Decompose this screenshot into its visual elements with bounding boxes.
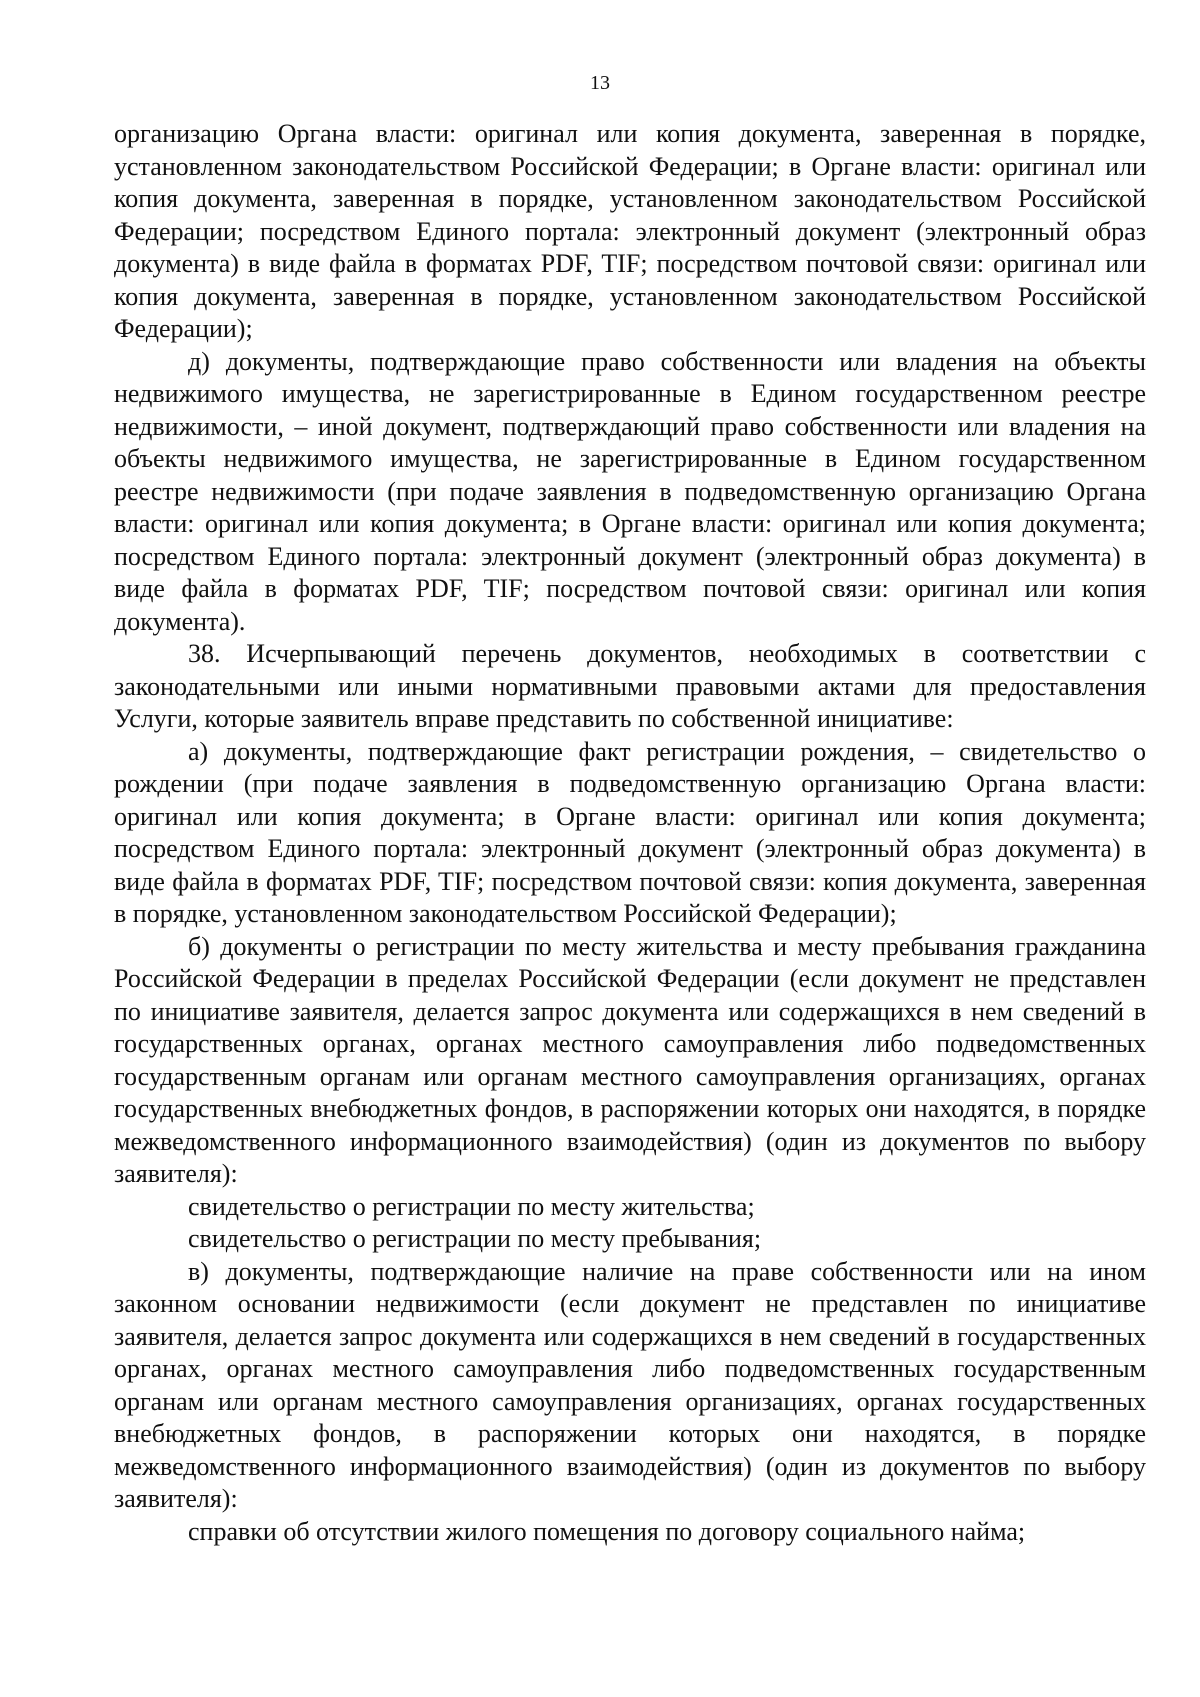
paragraph-item-v: в) документы, подтверждающие наличие на праве собственности или на ином законном основании недвижимости (если документ не представлен по инициативе заявителя, делается запрос документа или содержащихся в нем сведений в государственных органах, органах местного самоуправления либо подведомственных государственным органам или органам местного самоуправления организациях, органах государственных внебюджетных фондов, в распоряжении которых они находятся, в порядке межведомственного информационного взаимодействия) (один из документов по выбору заявителя): (114, 1256, 1146, 1513)
list-item-housing-certificate: справки об отсутствии жилого помещения по договору социального найма; (188, 1516, 1026, 1546)
paragraph-continuation: организацию Органа власти: оригинал или копия документа, заверенная в порядке, установленном законодательством Российской Федерации; в Органе власти: оригинал или копия документа, заверенная в порядке, установленном законодательством Российской Федерации; посредством Единого портала: электронный документ (электронный образ документа) в виде файла в форматах PDF, TIF; посредством почтовой связи: оригинал или копия документа, заверенная в порядке, установленном законодательством Российской Федерации); (114, 119, 1146, 343)
paragraph-38: 38. Исчерпывающий перечень документов, необходимых в соответствии с законодательными или иными нормативными правовыми актами для предоставления Услуги, которые заявитель вправе представить по собственной инициативе: (114, 639, 1146, 733)
paragraph-item-a: а) документы, подтверждающие факт регистрации рождения, – свидетельство о рождении (при подаче заявления в подведомственную организацию Органа власти: оригинал или копия документа; в Органе власти: оригинал или копия документа; посредством Единого портала: электронный документ (электронный образ документа) в виде файла в форматах PDF, TIF; посредством почтовой связи: копия документа, заверенная в порядке, установленном законодательством Российской Федерации); (114, 736, 1146, 928)
document-body (114, 118, 1146, 1548)
paragraph-item-d: д) документы, подтверждающие право собственности или владения на объекты недвижимого имущества, не зарегистрированные в Едином государственном реестре недвижимости, – иной документ, подтверждающий право собственности или владения на объекты недвижимого имущества, не зарегистрированные в Едином государственном реестре недвижимости (при подаче заявления в подведомственную организацию Органа власти: оригинал или копия документа; в Органе власти: оригинал или копия документа; посредством Единого портала: электронный документ (электронный образ документа) в виде файла в форматах PDF, TIF; посредством почтовой связи: оригинал или копия документа). (114, 346, 1146, 636)
page-number: 13 (590, 72, 610, 94)
list-item-residence-certificate: свидетельство о регистрации по месту жительства; (188, 1191, 755, 1221)
paragraph-item-b: б) документы о регистрации по месту жительства и месту пребывания гражданина Российской Федерации в пределах Российской Федерации (если документ не представлен по инициативе заявителя, делается запрос документа или содержащихся в нем сведений в государственных органах, органах местного самоуправления либо подведомственных государственным органам или органам местного самоуправления организациях, органах государственных внебюджетных фондов, в распоряжении которых они находятся, в порядке межведомственного информационного взаимодействия) (один из документов по выбору заявителя): (114, 931, 1146, 1188)
list-item-stay-certificate: свидетельство о регистрации по месту пребывания; (188, 1224, 762, 1253)
